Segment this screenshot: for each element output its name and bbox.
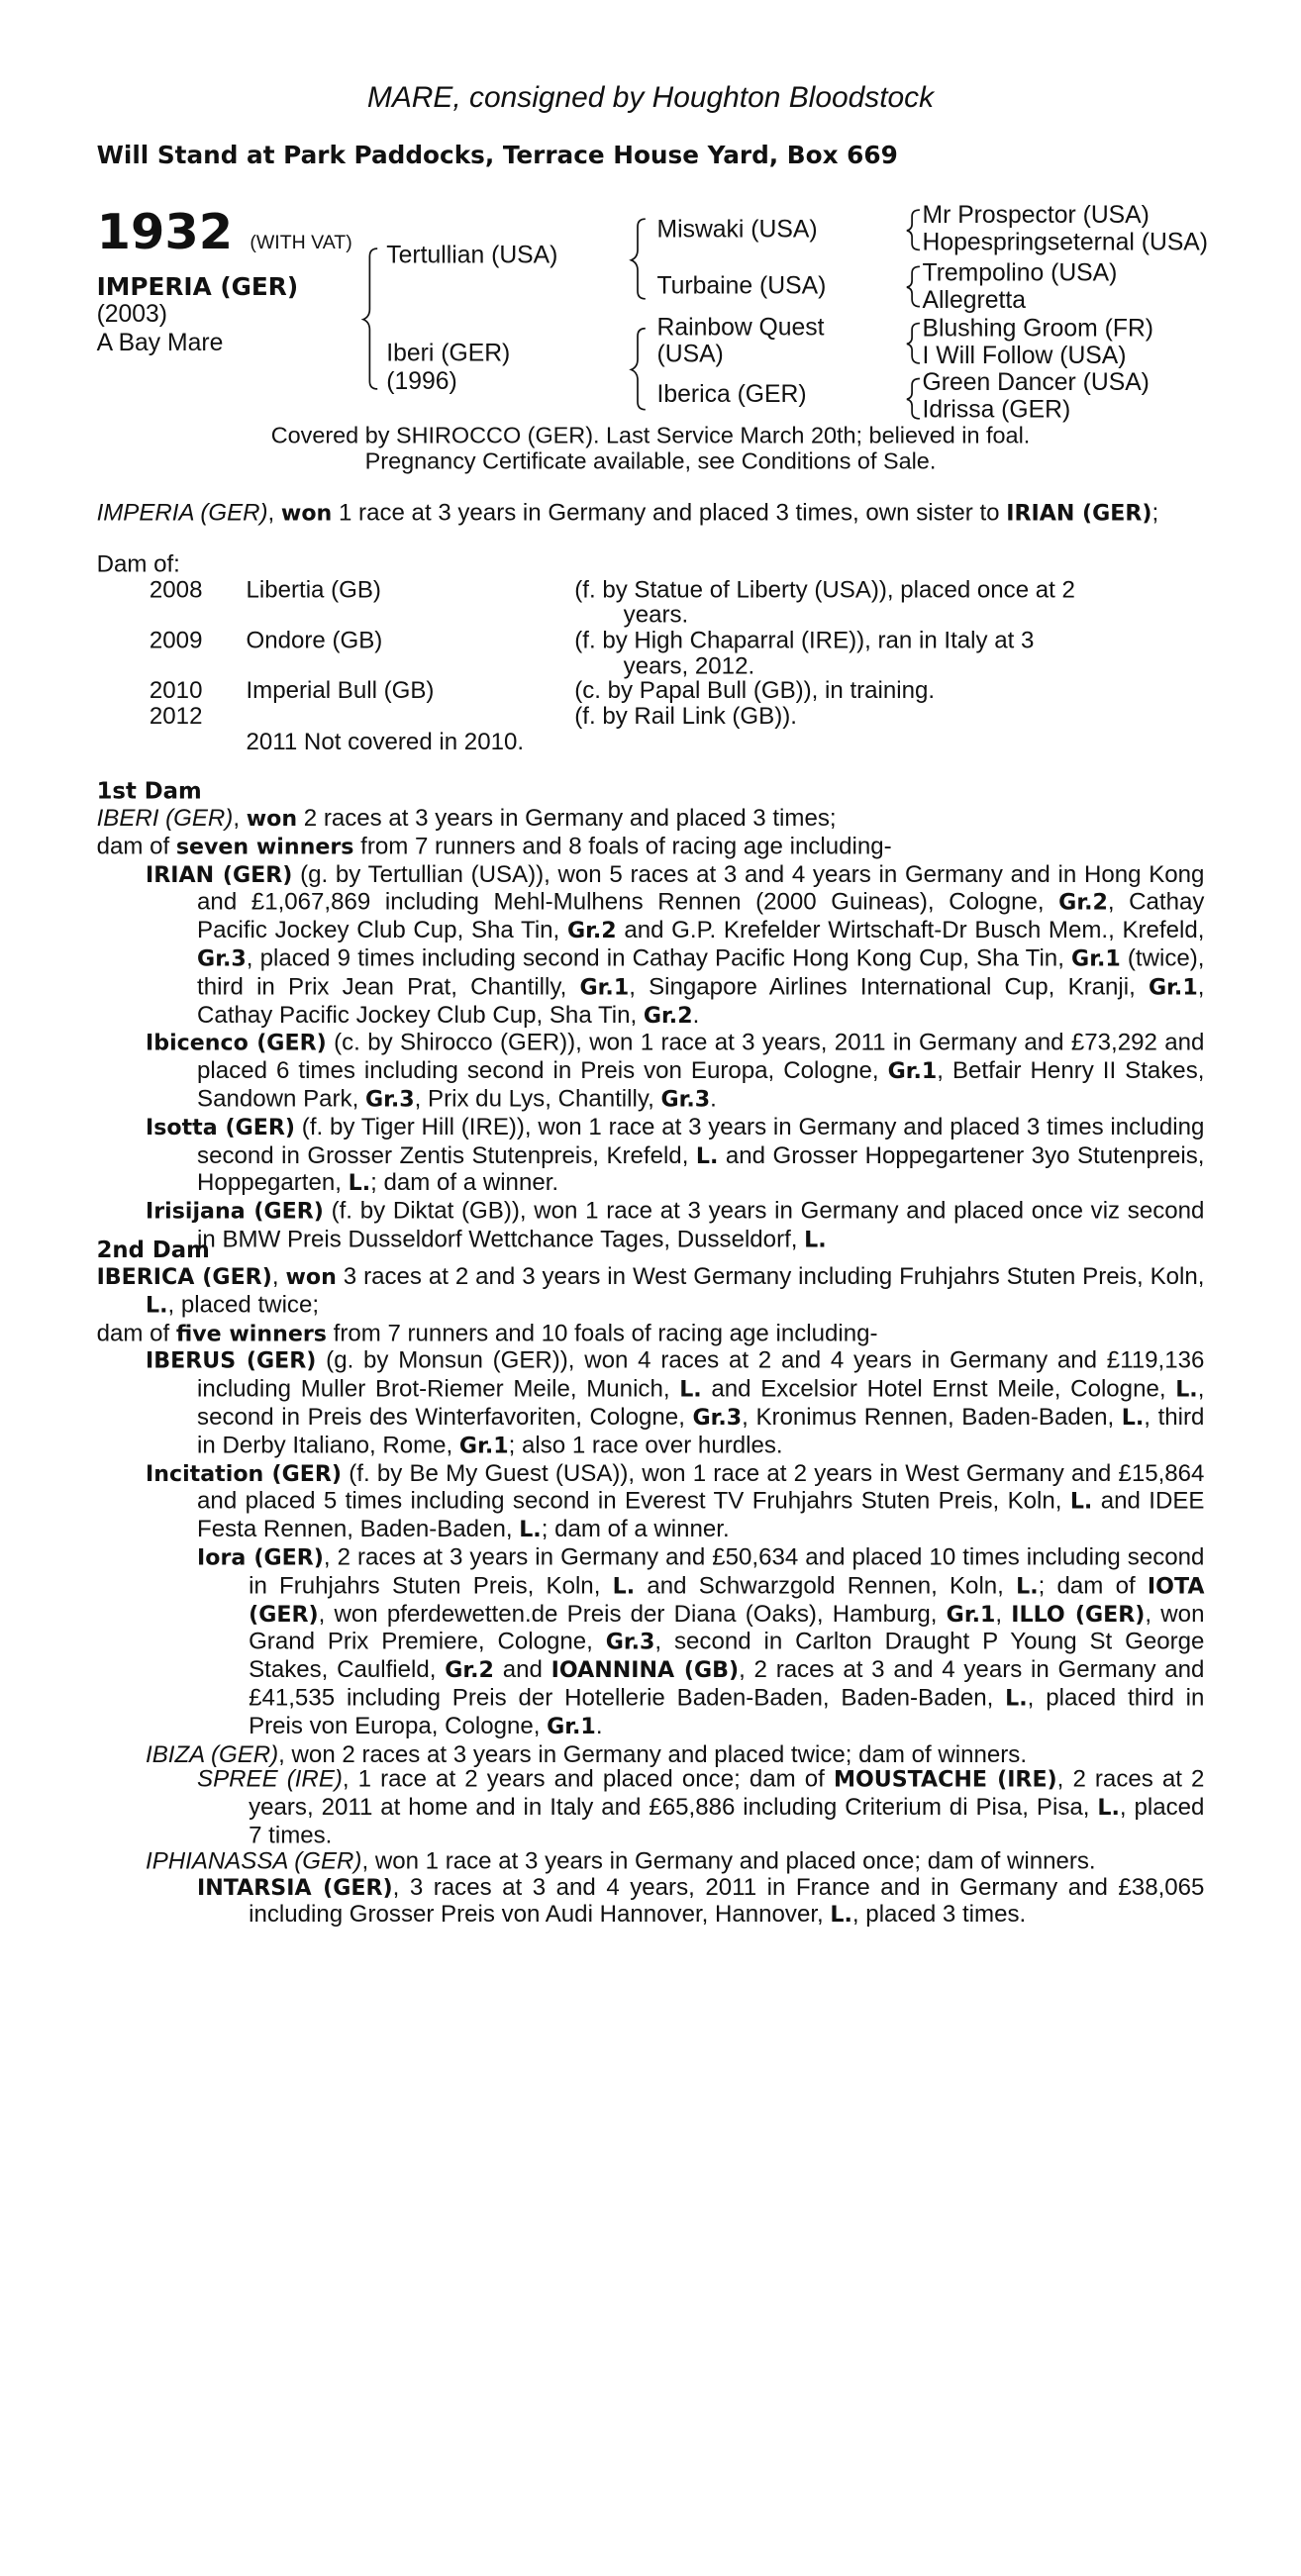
pedigree-dam-dam: Iberica (GER) (656, 381, 807, 409)
grade: L. (679, 1377, 702, 1404)
grade: Gr.2 (1058, 890, 1108, 917)
progeny-text: , Cathay Pacific Jockey Club Cup, Sha Tin, (197, 971, 1205, 1028)
progeny-text: ; dam of (1038, 1570, 1148, 1599)
produce-info: (f. by Statue of Liberty (USA)), placed once at 2 (574, 575, 1075, 603)
progeny-text: , placed 7 times. (249, 1793, 1205, 1848)
mare-year: (2003) (96, 301, 168, 329)
pedigree-dam-sire-2: (USA) (656, 341, 724, 369)
second-dam-dam-of: dam of (96, 1318, 176, 1346)
pedigree-gen3-5: Blushing Groom (FR) (922, 315, 1154, 344)
grade: L. (612, 1573, 636, 1600)
produce-info: (f. by Rail Link (GB)). (574, 702, 797, 730)
second-dam-name: IBERICA (GER) (96, 1264, 272, 1291)
progeny-name: IBERUS (GER) (146, 1348, 317, 1375)
grade: Gr.1 (547, 1714, 596, 1740)
produce-info-cont: years, 2012. (623, 651, 755, 679)
progeny-name: SPREE (IRE) (197, 1764, 343, 1793)
grade: L. (348, 1171, 371, 1198)
grade: Gr.3 (364, 1086, 415, 1114)
progeny-text: and Excelsior Hotel Ernst Meile, Cologne, (701, 1374, 1176, 1402)
pedigree-gen3-6: I Will Follow (USA) (922, 343, 1127, 370)
grade: Gr.3 (197, 946, 247, 973)
progeny-text: . (595, 1711, 603, 1739)
pedigree-sire: Tertullian (USA) (386, 242, 558, 269)
grade: Gr.1 (946, 1601, 996, 1628)
progeny-text: , (995, 1599, 1012, 1627)
grade: Gr.2 (566, 918, 617, 944)
progeny-text: ; also 1 race over hurdles. (508, 1431, 783, 1458)
grade: L. (519, 1517, 542, 1543)
progeny-text: (f. by Tiger Hill (IRE)), won 1 race at 3 years in Germany and placed 3 times including second in Grosser Zentis Stutenpreis, Krefeld, (197, 1112, 1205, 1168)
mare-name: IMPERIA (GER) (96, 272, 299, 302)
progeny-text: , placed third in Preis von Europa, Cologne, (249, 1683, 1205, 1739)
progeny-text: , won Grand Prix Premiere, Cologne, (249, 1599, 1205, 1654)
page-title: MARE, consigned by Houghton Bloodstock (366, 79, 935, 114)
first-dam-summary (97, 833, 1205, 860)
mare-description: A Bay Mare (96, 330, 224, 357)
progeny-text: and (493, 1654, 551, 1683)
progeny-name: Isotta (GER) (146, 1115, 296, 1141)
second-dam-summary (97, 1320, 1205, 1347)
progeny-text: , placed 3 times. (851, 1900, 1027, 1928)
progeny-text: . (710, 1084, 717, 1112)
grade: Gr.3 (605, 1630, 655, 1656)
second-dam-heading: 2nd Dam (96, 1238, 210, 1264)
produce-name: Libertia (GB) (246, 575, 381, 603)
pedigree-gen3-2: Hopespringseternal (USA) (922, 229, 1209, 256)
covered-line-2: Pregnancy Certificate available, see Conditions of Sale. (364, 447, 937, 474)
first-dam-name: IBERI (GER) (96, 803, 234, 832)
first-dam-text: 2 races at 3 years in Germany and placed 3 times; (297, 803, 837, 832)
second-dam-winners: five winners (175, 1321, 327, 1347)
progeny-text: , 3 races at 3 and 4 years, 2011 in France and in Germany and £38,065 including Grosser Preis von Audi Hannover, Hannover, (249, 1872, 1205, 1928)
first-dam-heading: 1st Dam (96, 779, 202, 806)
progeny-name: INTARSIA (GER) (197, 1874, 393, 1901)
progeny-text: , Kronimus Rennen, Baden-Baden, (742, 1402, 1122, 1431)
first-dam-section (97, 805, 1205, 1254)
pedigree-gen3-1: Mr Prospector (USA) (922, 202, 1150, 230)
grade: L. (1016, 1573, 1039, 1600)
progeny-spree (97, 1766, 1205, 1847)
progeny-ibiza (97, 1740, 1205, 1766)
grade: Gr.1 (1149, 974, 1198, 1001)
progeny-text: ; dam of a winner. (370, 1168, 559, 1196)
progeny-text: , won 2 races at 3 years in Germany and placed twice; dam of winners. (278, 1739, 1028, 1767)
progeny-text: . (692, 1000, 700, 1028)
grade: Gr.2 (445, 1657, 494, 1684)
first-dam-racing-age: from 7 runners and 8 foals of racing age including- (353, 832, 892, 859)
grade: Gr.3 (692, 1405, 743, 1432)
covered-line-1: Covered by SHIROCCO (GER). Last Service March 20th; believed in foal. (270, 422, 1031, 448)
pedigree-gen3-8: Idrissa (GER) (922, 396, 1071, 425)
progeny-text: , Betfair Henry II Stakes, Sandown Park, (197, 1056, 1205, 1112)
progeny-name: ILLO (GER) (1011, 1601, 1146, 1628)
progeny-name: Incitation (GER) (146, 1461, 343, 1488)
progeny-iora (97, 1544, 1205, 1741)
grade: L. (1069, 1489, 1093, 1516)
progeny-irisijana (97, 1198, 1205, 1254)
progeny-name: IBIZA (GER) (146, 1739, 279, 1767)
progeny-text: and Grosser Hoppegartener 3yo Stutenpreis, Hoppegarten, (197, 1140, 1205, 1196)
grade: Gr.3 (660, 1086, 711, 1114)
pedigree-sire-sire: Miswaki (USA) (656, 216, 818, 244)
intro-sister: IRIAN (GER) (1006, 501, 1152, 528)
progeny-text: , 2 races at 3 and 4 years in Germany and £41,535 including Preis der Hotellerie Baden-Baden, Baden-Baden, (249, 1654, 1205, 1711)
first-dam-line: IBERI (GER), won 2 races at 3 years in Germany and placed 3 times; (96, 803, 837, 833)
progeny-text: , won 1 race at 3 years in Germany and placed once; dam of winners. (361, 1846, 1096, 1874)
grade: L. (695, 1142, 719, 1169)
pedigree-dam: Iberi (GER) (386, 340, 511, 367)
progeny-text: ; dam of a winner. (541, 1515, 730, 1542)
produce-year: 2010 (149, 676, 203, 704)
grade: L. (1121, 1405, 1145, 1432)
intro-text: 1 race at 3 years in Germany and placed 3 times, own sister to (332, 498, 1007, 526)
progeny-text: , 2 races at 2 years, 2011 at home and in Italy and £65,886 including Criterium di Pisa, Pisa, (249, 1764, 1205, 1821)
progeny-text: , second in Carlton Draught P Young St George Stakes, Caulfield, (249, 1627, 1205, 1683)
pedigree-sire-dam: Turbaine (USA) (656, 272, 827, 301)
pedigree-dam-year: (1996) (386, 368, 457, 396)
pedigree-gen3-3: Trempolino (USA) (922, 259, 1118, 288)
grade: Gr.2 (643, 1002, 693, 1029)
second-dam-line: IBERICA (GER), won 3 races at 2 and 3 years in West Germany including Fruhjahrs Stuten Preis, Koln, L., placed twice; (96, 1261, 1205, 1319)
progeny-name: MOUSTACHE (IRE) (833, 1767, 1057, 1794)
progeny-name: IPHIANASSA (GER) (146, 1846, 362, 1874)
produce-name: Ondore (GB) (246, 626, 383, 653)
first-dam-dam-of: dam of (96, 832, 176, 859)
progeny-text: (f. by Be My Guest (USA)), won 1 race at 2 years in West Germany and £15,864 and placed 5 times including second in Everest TV Fruhjahrs Stuten Preis, Koln, (197, 1458, 1205, 1515)
produce-info: (c. by Papal Bull (GB)), in training. (574, 676, 936, 704)
second-dam-section (97, 1263, 1205, 1930)
progeny-text: (g. by Tertullian (USA)), won 5 races at 3 and 4 years in Germany and in Hong Kong and £1,067,869 including Mehl-Mulhens Rennen (2000 Guineas), Cologne, (197, 859, 1205, 916)
grade: L. (804, 1227, 827, 1253)
produce-year: 2012 (149, 702, 203, 730)
progeny-irian (97, 861, 1205, 1030)
not-covered-note: 2011 Not covered in 2010. (246, 728, 525, 755)
progeny-text: (f. by Diktat (GB)), won 1 race at 3 years in Germany and placed once viz second in BMW Preis Dusseldorf Wettchance Tages, Dusseldorf, (197, 1196, 1205, 1252)
grade: L. (146, 1292, 168, 1319)
pedigree-dam-sire-1: Rainbow Quest (656, 314, 825, 342)
grade: Gr.1 (887, 1058, 938, 1085)
progeny-iberus (97, 1347, 1205, 1459)
progeny-ibicenco (97, 1030, 1205, 1114)
second-dam-won: won (285, 1264, 337, 1291)
progeny-text: , 1 race at 2 years and placed once; dam of (342, 1764, 834, 1793)
dam-of-label: Dam of: (96, 549, 180, 577)
intro-paragraph: IMPERIA (GER), won 1 race at 3 years in Germany and placed 3 times, own sister to IRIAN (GER); (96, 498, 1159, 528)
grade: L. (1005, 1685, 1028, 1712)
progeny-text: (twice), third in Prix Jean Prat, Chantilly, (197, 943, 1205, 1000)
progeny-text: , second in Preis des Winterfavoriten, Cologne, (197, 1374, 1205, 1431)
progeny-text: , placed 9 times including second in Cathay Pacific Hong Kong Cup, Sha Tin, (246, 943, 1072, 971)
progeny-text: , Prix du Lys, Chantilly, (414, 1084, 661, 1112)
progeny-text: , 2 races at 3 years in Germany and £50,634 and placed 10 times including second in Fruhjahrs Stuten Preis, Koln, (249, 1542, 1205, 1599)
lot-number-value: 1932 (96, 203, 234, 260)
progeny-text: , Singapore Airlines International Cup, Kranji, (629, 971, 1150, 1000)
produce-name: Imperial Bull (GB) (246, 676, 435, 704)
grade: Gr.1 (579, 974, 630, 1001)
second-dam-text: , placed twice; (167, 1290, 320, 1318)
produce-info: (f. by High Chaparral (IRE)), ran in Italy at 3 (574, 626, 1035, 653)
progeny-text: , won pferdewetten.de Preis der Diana (Oaks), Hamburg, (318, 1599, 947, 1627)
intro-end: ; (1151, 498, 1159, 526)
progeny-text: (g. by Monsun (GER)), won 4 races at 2 and 4 years in Germany and £119,136 including Muller Brot-Riemer Meile, Munich, (197, 1346, 1205, 1402)
progeny-iphianassa (97, 1848, 1205, 1874)
produce-year: 2008 (149, 575, 203, 603)
progeny-name: IOTA (GER) (249, 1573, 1205, 1628)
grade: L. (1097, 1795, 1120, 1822)
second-dam-text: 3 races at 2 and 3 years in West Germany including Fruhjahrs Stuten Preis, Koln, (336, 1261, 1205, 1290)
grade: L. (1175, 1377, 1198, 1404)
grade: Gr.1 (1071, 946, 1121, 973)
intro-mare-name: IMPERIA (GER) (96, 498, 268, 526)
progeny-isotta (97, 1114, 1205, 1198)
progeny-text: and Schwarzgold Rennen, Koln, (635, 1570, 1017, 1599)
grade: Gr.1 (458, 1433, 509, 1459)
intro-won: won (280, 501, 333, 528)
progeny-text: (c. by Shirocco (GER)), won 1 race at 3 years, 2011 in Germany and £73,292 and placed 6 times including second in Preis von Europa, Cologne, (197, 1028, 1205, 1084)
pedigree-gen3-7: Green Dancer (USA) (922, 369, 1150, 397)
first-dam-winners: seven winners (175, 834, 354, 860)
progeny-name: IRIAN (GER) (146, 862, 293, 889)
produce-info-cont: years. (623, 600, 689, 628)
progeny-text: , third in Derby Italiano, Rome, (197, 1402, 1205, 1458)
stand-location: Will Stand at Park Paddocks, Terrace House Yard, Box 669 (96, 142, 898, 170)
progeny-name: IOANNINA (GB) (550, 1657, 740, 1684)
grade: L. (830, 1902, 852, 1930)
first-dam-won: won (246, 806, 298, 833)
progeny-incitation (97, 1460, 1205, 1544)
progeny-name: Irisijana (GER) (146, 1199, 324, 1226)
progeny-name: Ibicenco (GER) (146, 1031, 327, 1057)
vat-note: (WITH VAT) (250, 232, 352, 254)
progeny-text: , Cathay Pacific Jockey Club Cup, Sha Tin, (197, 887, 1205, 943)
progeny-text: and IDEE Festa Rennen, Baden-Baden, (197, 1486, 1205, 1542)
pedigree-gen3-4: Allegretta (922, 287, 1026, 315)
progeny-name: Iora (GER) (197, 1545, 324, 1572)
second-dam-racing-age: from 7 runners and 10 foals of racing age including- (326, 1318, 878, 1346)
progeny-text: and G.P. Krefelder Wirtschaft-Dr Busch Mem., Krefeld, (616, 916, 1205, 943)
progeny-intarsia (97, 1873, 1205, 1930)
produce-year: 2009 (149, 626, 203, 653)
